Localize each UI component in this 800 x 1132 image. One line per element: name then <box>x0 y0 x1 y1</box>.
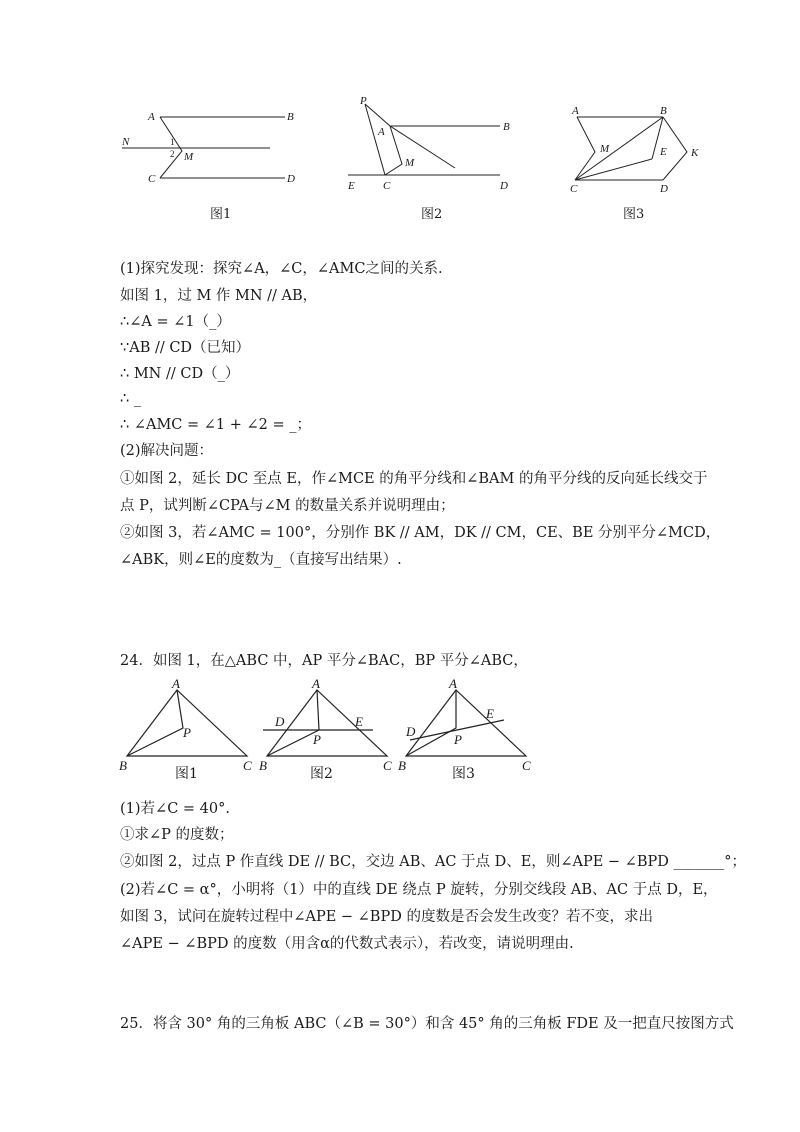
q24-fig2-label-E: E <box>355 714 363 729</box>
fig3-label-E: E <box>660 146 667 158</box>
q23-line-9: ①如图 2，延长 DC 至点 E，作∠MCE 的角平分线和∠BAM 的角平分线的反向延长线交于 <box>120 471 708 487</box>
fig1-label-2: 2 <box>170 149 175 159</box>
q23-line-6: ∴ _ <box>120 391 142 407</box>
q24-line-2: (1)若∠C = 40°. <box>120 801 230 817</box>
q24-line-5: (2)若∠C = α°，小明将（1）中的直线 DE 绕点 P 旋转，分别交线段 AB、AC 于点 D，E， <box>120 882 718 898</box>
fig3-label-A: A <box>572 105 579 117</box>
q23-line-10: 点 P，试判断∠CPA与∠M 的数量关系并说明理由； <box>120 498 455 514</box>
q24-fig3-label-A: A <box>449 678 457 691</box>
q24-fig2-label-C: C <box>383 758 392 773</box>
fig2-label-B: B <box>503 121 510 133</box>
fig2-label-C: C <box>383 180 391 192</box>
q23-line-4: ∵AB // CD（已知） <box>120 340 251 356</box>
q24-fig2-label-D: D <box>275 714 285 729</box>
q23-line-1: (1)探究发现：探究∠A，∠C，∠AMC之间的关系. <box>120 261 443 277</box>
q23-figure-1 <box>110 95 300 195</box>
fig1-caption: 图1 <box>210 207 232 222</box>
fig3-label-M: M <box>600 143 610 155</box>
q23-line-8: (2)解决问题： <box>120 443 214 459</box>
fig1-label-1: 1 <box>170 137 175 147</box>
fig3-label-D: D <box>660 183 668 195</box>
q23-figure-2 <box>340 92 520 192</box>
fig3-caption: 图3 <box>623 207 645 222</box>
fig1-label-N: N <box>122 136 130 148</box>
fig2-label-D: D <box>500 180 508 192</box>
fig1-label-M: M <box>184 151 194 163</box>
q23-line-12: ∠ABK，则∠E的度数为_（直接写出结果）. <box>120 552 402 568</box>
q24-fig2-label-P: P <box>313 732 321 747</box>
fig1-label-C: C <box>148 173 156 185</box>
q24-fig3-label-P: P <box>454 732 462 747</box>
fig1-label-B: B <box>287 111 294 123</box>
fig3-label-K: K <box>691 147 699 159</box>
q24-fig1-label-B: B <box>119 758 127 773</box>
q24-fig1-caption: 图1 <box>175 766 198 782</box>
q23-figure-3 <box>560 97 720 197</box>
q24-fig1-label-C: C <box>243 758 252 773</box>
fig1-label-D: D <box>287 173 295 185</box>
q24-line-3: ①求∠P 的度数； <box>120 827 234 843</box>
q23-line-7: ∴ ∠AMC = ∠1 + ∠2 = _； <box>120 417 311 433</box>
q24-fig1-label-A: A <box>172 678 180 691</box>
fig2-label-E: E <box>348 180 355 192</box>
q24-fig3-label-B: B <box>398 758 406 773</box>
fig2-caption: 图2 <box>421 207 443 222</box>
q25-line-1: 25．将含 30° 角的三角板 ABC（∠B = 30°）和含 45° 角的三角板 FDE 及一把直尺按图方式 <box>120 1016 734 1032</box>
q24-line-7: ∠APE − ∠BPD 的度数（用含α的代数式表示），若改变，请说明理由. <box>120 936 574 952</box>
q24-fig1-label-P: P <box>183 725 191 740</box>
q24-fig3-label-C: C <box>522 758 531 773</box>
q24-fig2-label-B: B <box>259 758 267 773</box>
q24-line-4: ②如图 2，过点 P 作直线 DE // BC，交边 AB、AC 于点 D、E，则∠APE − ∠BPD _______°； <box>120 854 746 870</box>
q24-fig3-label-E: E <box>486 706 494 721</box>
q24-fig2-caption: 图2 <box>310 766 333 782</box>
q23-line-3: ∴∠A = ∠1（_） <box>120 314 231 330</box>
q24-fig3-label-D: D <box>406 724 416 739</box>
q24-line-6: 如图 3，试问在旋转过程中∠APE − ∠BPD 的度数是否会发生改变？若不变，求出 <box>120 909 653 925</box>
q24-fig3-caption: 图3 <box>452 766 475 782</box>
q24-line-1: 24．如图 1，在△ABC 中，AP 平分∠BAC，BP 平分∠ABC， <box>120 653 528 669</box>
q23-line-11: ②如图 3，若∠AMC = 100°，分别作 BK // AM，DK // CM，CE、BE 分别平分∠MCD， <box>120 525 721 541</box>
fig3-label-C: C <box>570 183 578 195</box>
fig2-label-A: A <box>378 126 385 138</box>
fig1-label-A: A <box>148 111 155 123</box>
fig2-label-P: P <box>360 95 367 107</box>
q24-fig2-label-A: A <box>312 678 320 691</box>
fig3-label-B: B <box>660 105 667 117</box>
q23-line-2: 如图 1，过 M 作 MN // AB， <box>120 288 318 304</box>
fig2-label-M: M <box>405 157 415 169</box>
q23-line-5: ∴ MN // CD（_） <box>120 366 240 382</box>
